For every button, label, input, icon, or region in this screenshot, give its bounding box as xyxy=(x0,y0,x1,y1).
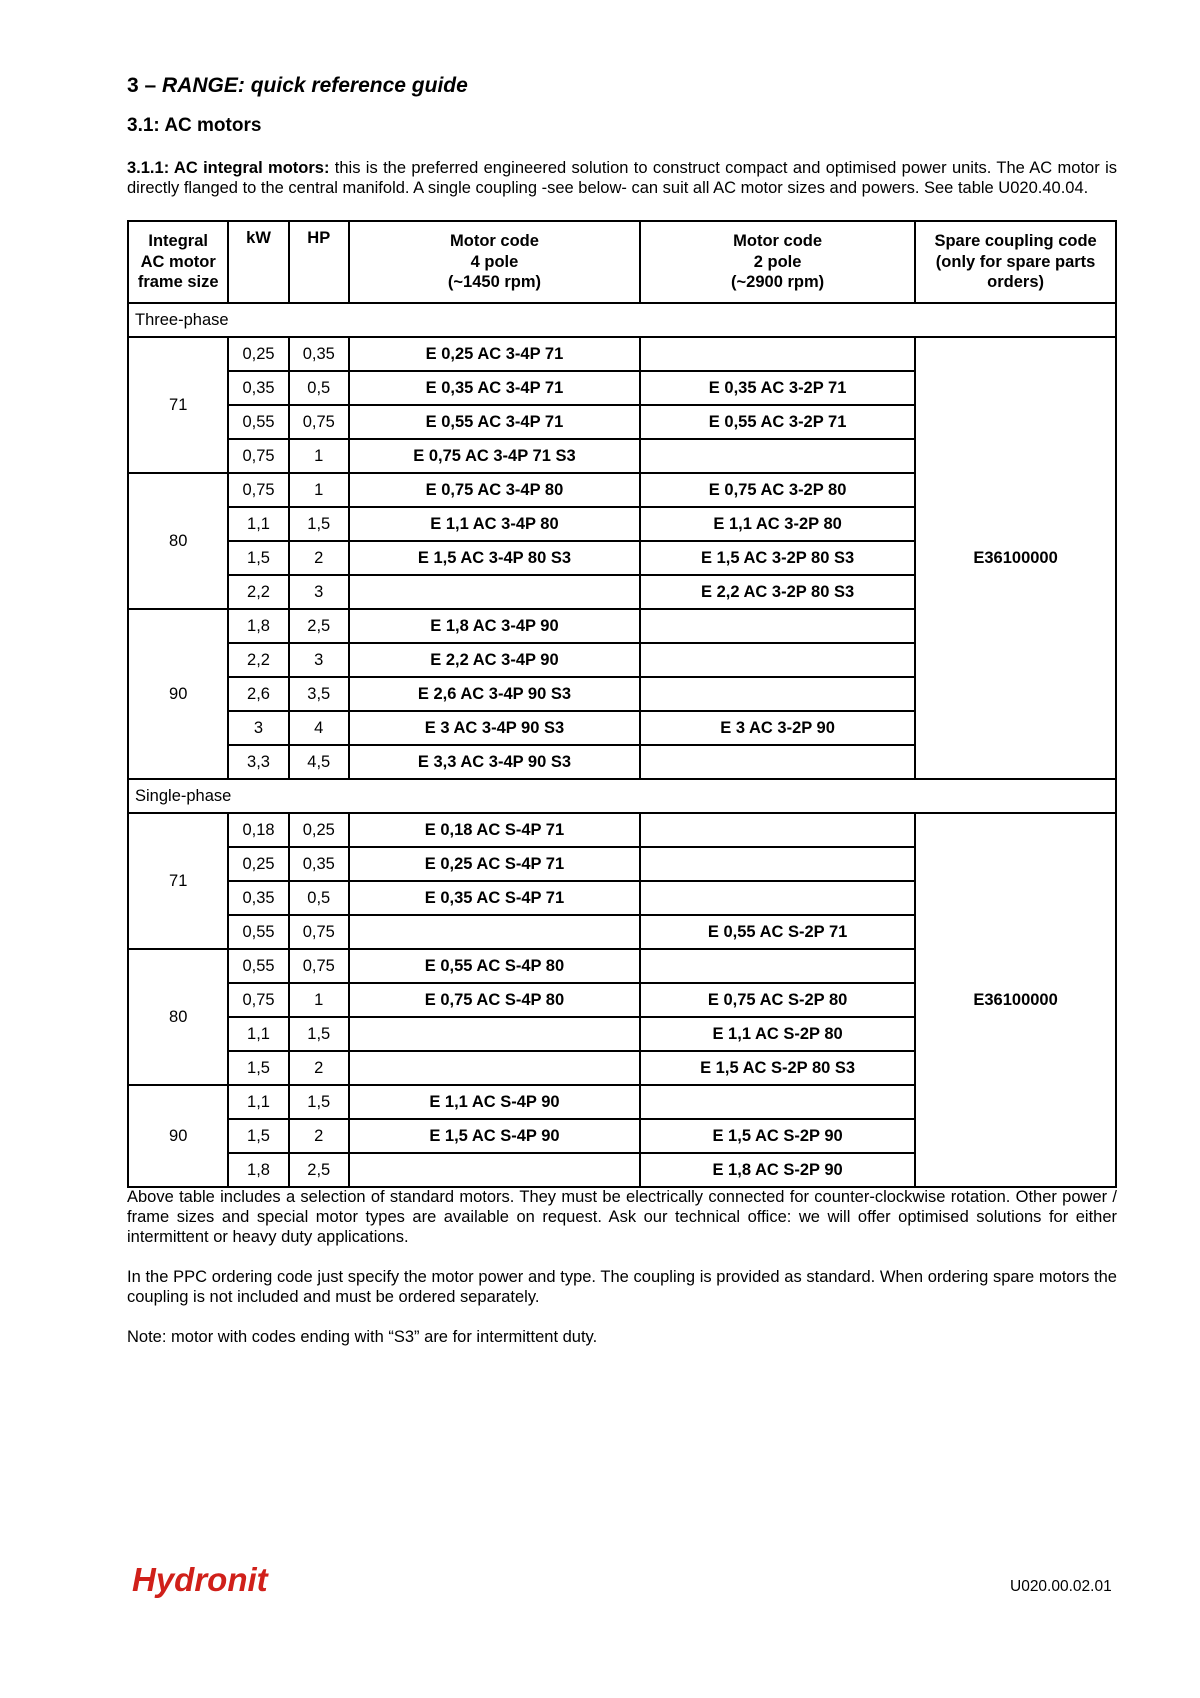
kw-cell: 1,5 xyxy=(228,1051,288,1085)
code-2-pole-cell xyxy=(640,439,915,473)
header-code4-line-2: 4 pole xyxy=(470,252,519,271)
document-number: U020.00.02.01 xyxy=(1010,1578,1112,1595)
header-code4-line-3: (~1450 rpm) xyxy=(447,273,541,292)
code-2-pole-cell: E 1,5 AC 3-2P 80 S3 xyxy=(640,541,915,575)
hp-cell: 2 xyxy=(289,1119,349,1153)
code-4-pole-cell: E 3 AC 3-4P 90 S3 xyxy=(349,711,640,745)
table-header-row xyxy=(128,221,1116,303)
kw-cell: 0,25 xyxy=(228,847,288,881)
motor-table-body xyxy=(128,303,1116,1187)
code-4-pole-cell: E 0,35 AC 3-4P 71 xyxy=(349,371,640,405)
code-4-pole-cell xyxy=(349,1017,640,1051)
kw-cell: 1,8 xyxy=(228,1153,288,1187)
motor-table xyxy=(127,220,1117,1188)
header-code2-line-3: (~2900 rpm) xyxy=(731,273,825,292)
page-heading xyxy=(127,74,468,98)
code-2-pole-cell xyxy=(640,677,915,711)
hp-cell: 4,5 xyxy=(289,745,349,779)
code-4-pole-cell: E 0,75 AC 3-4P 71 S3 xyxy=(349,439,640,473)
code-2-pole-cell xyxy=(640,847,915,881)
code-2-pole-cell xyxy=(640,1085,915,1119)
section-label: Three-phase xyxy=(128,303,1116,337)
hp-cell: 2 xyxy=(289,1051,349,1085)
spare-coupling-cell: E36100000 xyxy=(915,813,1116,1187)
header-code2-line-2: 2 pole xyxy=(753,252,802,271)
hp-cell: 0,35 xyxy=(289,337,349,371)
header-frame-line-2: AC motor xyxy=(140,252,216,271)
code-4-pole-cell: E 0,55 AC 3-4P 71 xyxy=(349,405,640,439)
frame-size-cell: 80 xyxy=(128,473,228,609)
code-2-pole-cell xyxy=(640,745,915,779)
section-label: Single-phase xyxy=(128,779,1116,813)
code-2-pole-cell xyxy=(640,881,915,915)
hp-cell: 0,75 xyxy=(289,949,349,983)
heading-number: 3 – xyxy=(127,74,157,97)
kw-cell: 0,25 xyxy=(228,337,288,371)
kw-cell: 1,1 xyxy=(228,1085,288,1119)
code-2-pole-cell xyxy=(640,643,915,677)
code-4-pole-cell: E 1,1 AC S-4P 90 xyxy=(349,1085,640,1119)
code-4-pole-cell xyxy=(349,1153,640,1187)
ordering-paragraph: In the PPC ordering code just specify the motor power and type. The coupling is provided as standard. When ordering spare motors the coupling is not included and must be ordered separately. xyxy=(127,1268,1117,1306)
kw-cell: 0,35 xyxy=(228,371,288,405)
hp-cell: 0,75 xyxy=(289,405,349,439)
kw-cell: 0,55 xyxy=(228,915,288,949)
code-2-pole-cell: E 2,2 AC 3-2P 80 S3 xyxy=(640,575,915,609)
frame-size-cell: 90 xyxy=(128,1085,228,1187)
header-spare-line-2: (only for spare parts xyxy=(935,252,1096,271)
spare-coupling-cell: E36100000 xyxy=(915,337,1116,779)
hp-cell: 0,5 xyxy=(289,881,349,915)
frame-size-cell: 71 xyxy=(128,813,228,949)
frame-size-cell: 90 xyxy=(128,609,228,779)
code-4-pole-cell: E 2,6 AC 3-4P 90 S3 xyxy=(349,677,640,711)
code-2-pole-cell xyxy=(640,813,915,847)
code-4-pole-cell: E 1,1 AC 3-4P 80 xyxy=(349,507,640,541)
code-2-pole-cell: E 1,1 AC 3-2P 80 xyxy=(640,507,915,541)
code-4-pole-cell: E 3,3 AC 3-4P 90 S3 xyxy=(349,745,640,779)
section-subheading: 3.1: AC motors xyxy=(127,115,262,136)
kw-cell: 0,55 xyxy=(228,949,288,983)
kw-cell: 0,75 xyxy=(228,439,288,473)
code-2-pole-cell: E 1,1 AC S-2P 80 xyxy=(640,1017,915,1051)
kw-cell: 0,75 xyxy=(228,473,288,507)
code-4-pole-cell xyxy=(349,575,640,609)
kw-cell: 1,1 xyxy=(228,507,288,541)
hp-cell: 1,5 xyxy=(289,1017,349,1051)
kw-cell: 0,35 xyxy=(228,881,288,915)
header-kw: kW xyxy=(228,221,288,303)
hp-cell: 0,75 xyxy=(289,915,349,949)
code-4-pole-cell: E 1,5 AC S-4P 90 xyxy=(349,1119,640,1153)
code-4-pole-cell: E 0,18 AC S-4P 71 xyxy=(349,813,640,847)
intro-lead: 3.1.1: AC integral motors: xyxy=(127,159,330,177)
intro-paragraph xyxy=(127,158,1117,198)
code-4-pole-cell: E 0,55 AC S-4P 80 xyxy=(349,949,640,983)
hp-cell: 3 xyxy=(289,643,349,677)
code-2-pole-cell xyxy=(640,609,915,643)
code-2-pole-cell xyxy=(640,337,915,371)
code-2-pole-cell: E 1,5 AC S-2P 90 xyxy=(640,1119,915,1153)
code-4-pole-cell: E 1,5 AC 3-4P 80 S3 xyxy=(349,541,640,575)
standard-motors-paragraph: Above table includes a selection of standard motors. They must be electrically connected for counter-clockwise rotation. Other power / frame sizes and special motor types are available on request. Ask our technical office: we will offer optimised solutions for either intermittent or heavy duty applications. xyxy=(127,1188,1117,1246)
kw-cell: 2,2 xyxy=(228,575,288,609)
hp-cell: 1 xyxy=(289,473,349,507)
logo-wordmark: Hydronit xyxy=(132,1561,268,1598)
hp-cell: 1 xyxy=(289,439,349,473)
header-code-4-pole xyxy=(349,221,640,303)
code-4-pole-cell: E 0,35 AC S-4P 71 xyxy=(349,881,640,915)
kw-cell: 2,2 xyxy=(228,643,288,677)
code-2-pole-cell: E 0,75 AC S-2P 80 xyxy=(640,983,915,1017)
header-spare-line-1: Spare coupling code xyxy=(934,232,1097,251)
code-2-pole-cell xyxy=(640,949,915,983)
hp-cell: 1,5 xyxy=(289,507,349,541)
hp-cell: 3 xyxy=(289,575,349,609)
hp-cell: 4 xyxy=(289,711,349,745)
kw-cell: 1,8 xyxy=(228,609,288,643)
header-spare-coupling xyxy=(915,221,1116,303)
frame-size-cell: 80 xyxy=(128,949,228,1085)
code-2-pole-cell: E 0,75 AC 3-2P 80 xyxy=(640,473,915,507)
hp-cell: 0,5 xyxy=(289,371,349,405)
kw-cell: 3 xyxy=(228,711,288,745)
kw-cell: 0,75 xyxy=(228,983,288,1017)
table-row xyxy=(128,337,1116,371)
code-2-pole-cell: E 3 AC 3-2P 90 xyxy=(640,711,915,745)
header-hp: HP xyxy=(289,221,349,303)
header-spare-line-3: orders) xyxy=(987,273,1044,292)
section-row xyxy=(128,303,1116,337)
code-4-pole-cell xyxy=(349,915,640,949)
hp-cell: 1 xyxy=(289,983,349,1017)
kw-cell: 0,18 xyxy=(228,813,288,847)
code-4-pole-cell: E 2,2 AC 3-4P 90 xyxy=(349,643,640,677)
code-4-pole-cell: E 0,25 AC 3-4P 71 xyxy=(349,337,640,371)
hp-cell: 0,35 xyxy=(289,847,349,881)
header-code2-line-1: Motor code xyxy=(733,232,823,251)
header-code-2-pole xyxy=(640,221,915,303)
hp-cell: 2,5 xyxy=(289,609,349,643)
intro-text: this is the preferred engineered solution to construct compact and optimised power units. The AC motor is directly flanged to the central manifold. A single coupling -see below- can suit all AC motor sizes and powers. See table U020.40.04. xyxy=(127,159,1117,197)
kw-cell: 2,6 xyxy=(228,677,288,711)
frame-size-cell: 71 xyxy=(128,337,228,473)
code-4-pole-cell: E 0,25 AC S-4P 71 xyxy=(349,847,640,881)
code-2-pole-cell: E 0,55 AC 3-2P 71 xyxy=(640,405,915,439)
header-frame-line-3: frame size xyxy=(137,273,219,292)
code-4-pole-cell: E 0,75 AC 3-4P 80 xyxy=(349,473,640,507)
hp-cell: 3,5 xyxy=(289,677,349,711)
header-frame-size xyxy=(128,221,228,303)
kw-cell: 1,5 xyxy=(228,541,288,575)
header-code4-line-1: Motor code xyxy=(450,232,539,251)
table-row xyxy=(128,813,1116,847)
code-2-pole-cell: E 0,35 AC 3-2P 71 xyxy=(640,371,915,405)
code-2-pole-cell: E 1,5 AC S-2P 80 S3 xyxy=(640,1051,915,1085)
hydronit-logo xyxy=(130,1560,340,1600)
hp-cell: 2,5 xyxy=(289,1153,349,1187)
hp-cell: 0,25 xyxy=(289,813,349,847)
kw-cell: 3,3 xyxy=(228,745,288,779)
hp-cell: 2 xyxy=(289,541,349,575)
header-frame-line-1: Integral xyxy=(148,232,208,251)
code-2-pole-cell: E 0,55 AC S-2P 71 xyxy=(640,915,915,949)
kw-cell: 1,5 xyxy=(228,1119,288,1153)
section-row xyxy=(128,779,1116,813)
code-4-pole-cell: E 1,8 AC 3-4P 90 xyxy=(349,609,640,643)
kw-cell: 0,55 xyxy=(228,405,288,439)
code-4-pole-cell: E 0,75 AC S-4P 80 xyxy=(349,983,640,1017)
code-2-pole-cell: E 1,8 AC S-2P 90 xyxy=(640,1153,915,1187)
s3-note-paragraph: Note: motor with codes ending with “S3” are for intermittent duty. xyxy=(127,1328,598,1346)
hp-cell: 1,5 xyxy=(289,1085,349,1119)
heading-title: RANGE: quick reference guide xyxy=(162,74,468,97)
kw-cell: 1,1 xyxy=(228,1017,288,1051)
code-4-pole-cell xyxy=(349,1051,640,1085)
